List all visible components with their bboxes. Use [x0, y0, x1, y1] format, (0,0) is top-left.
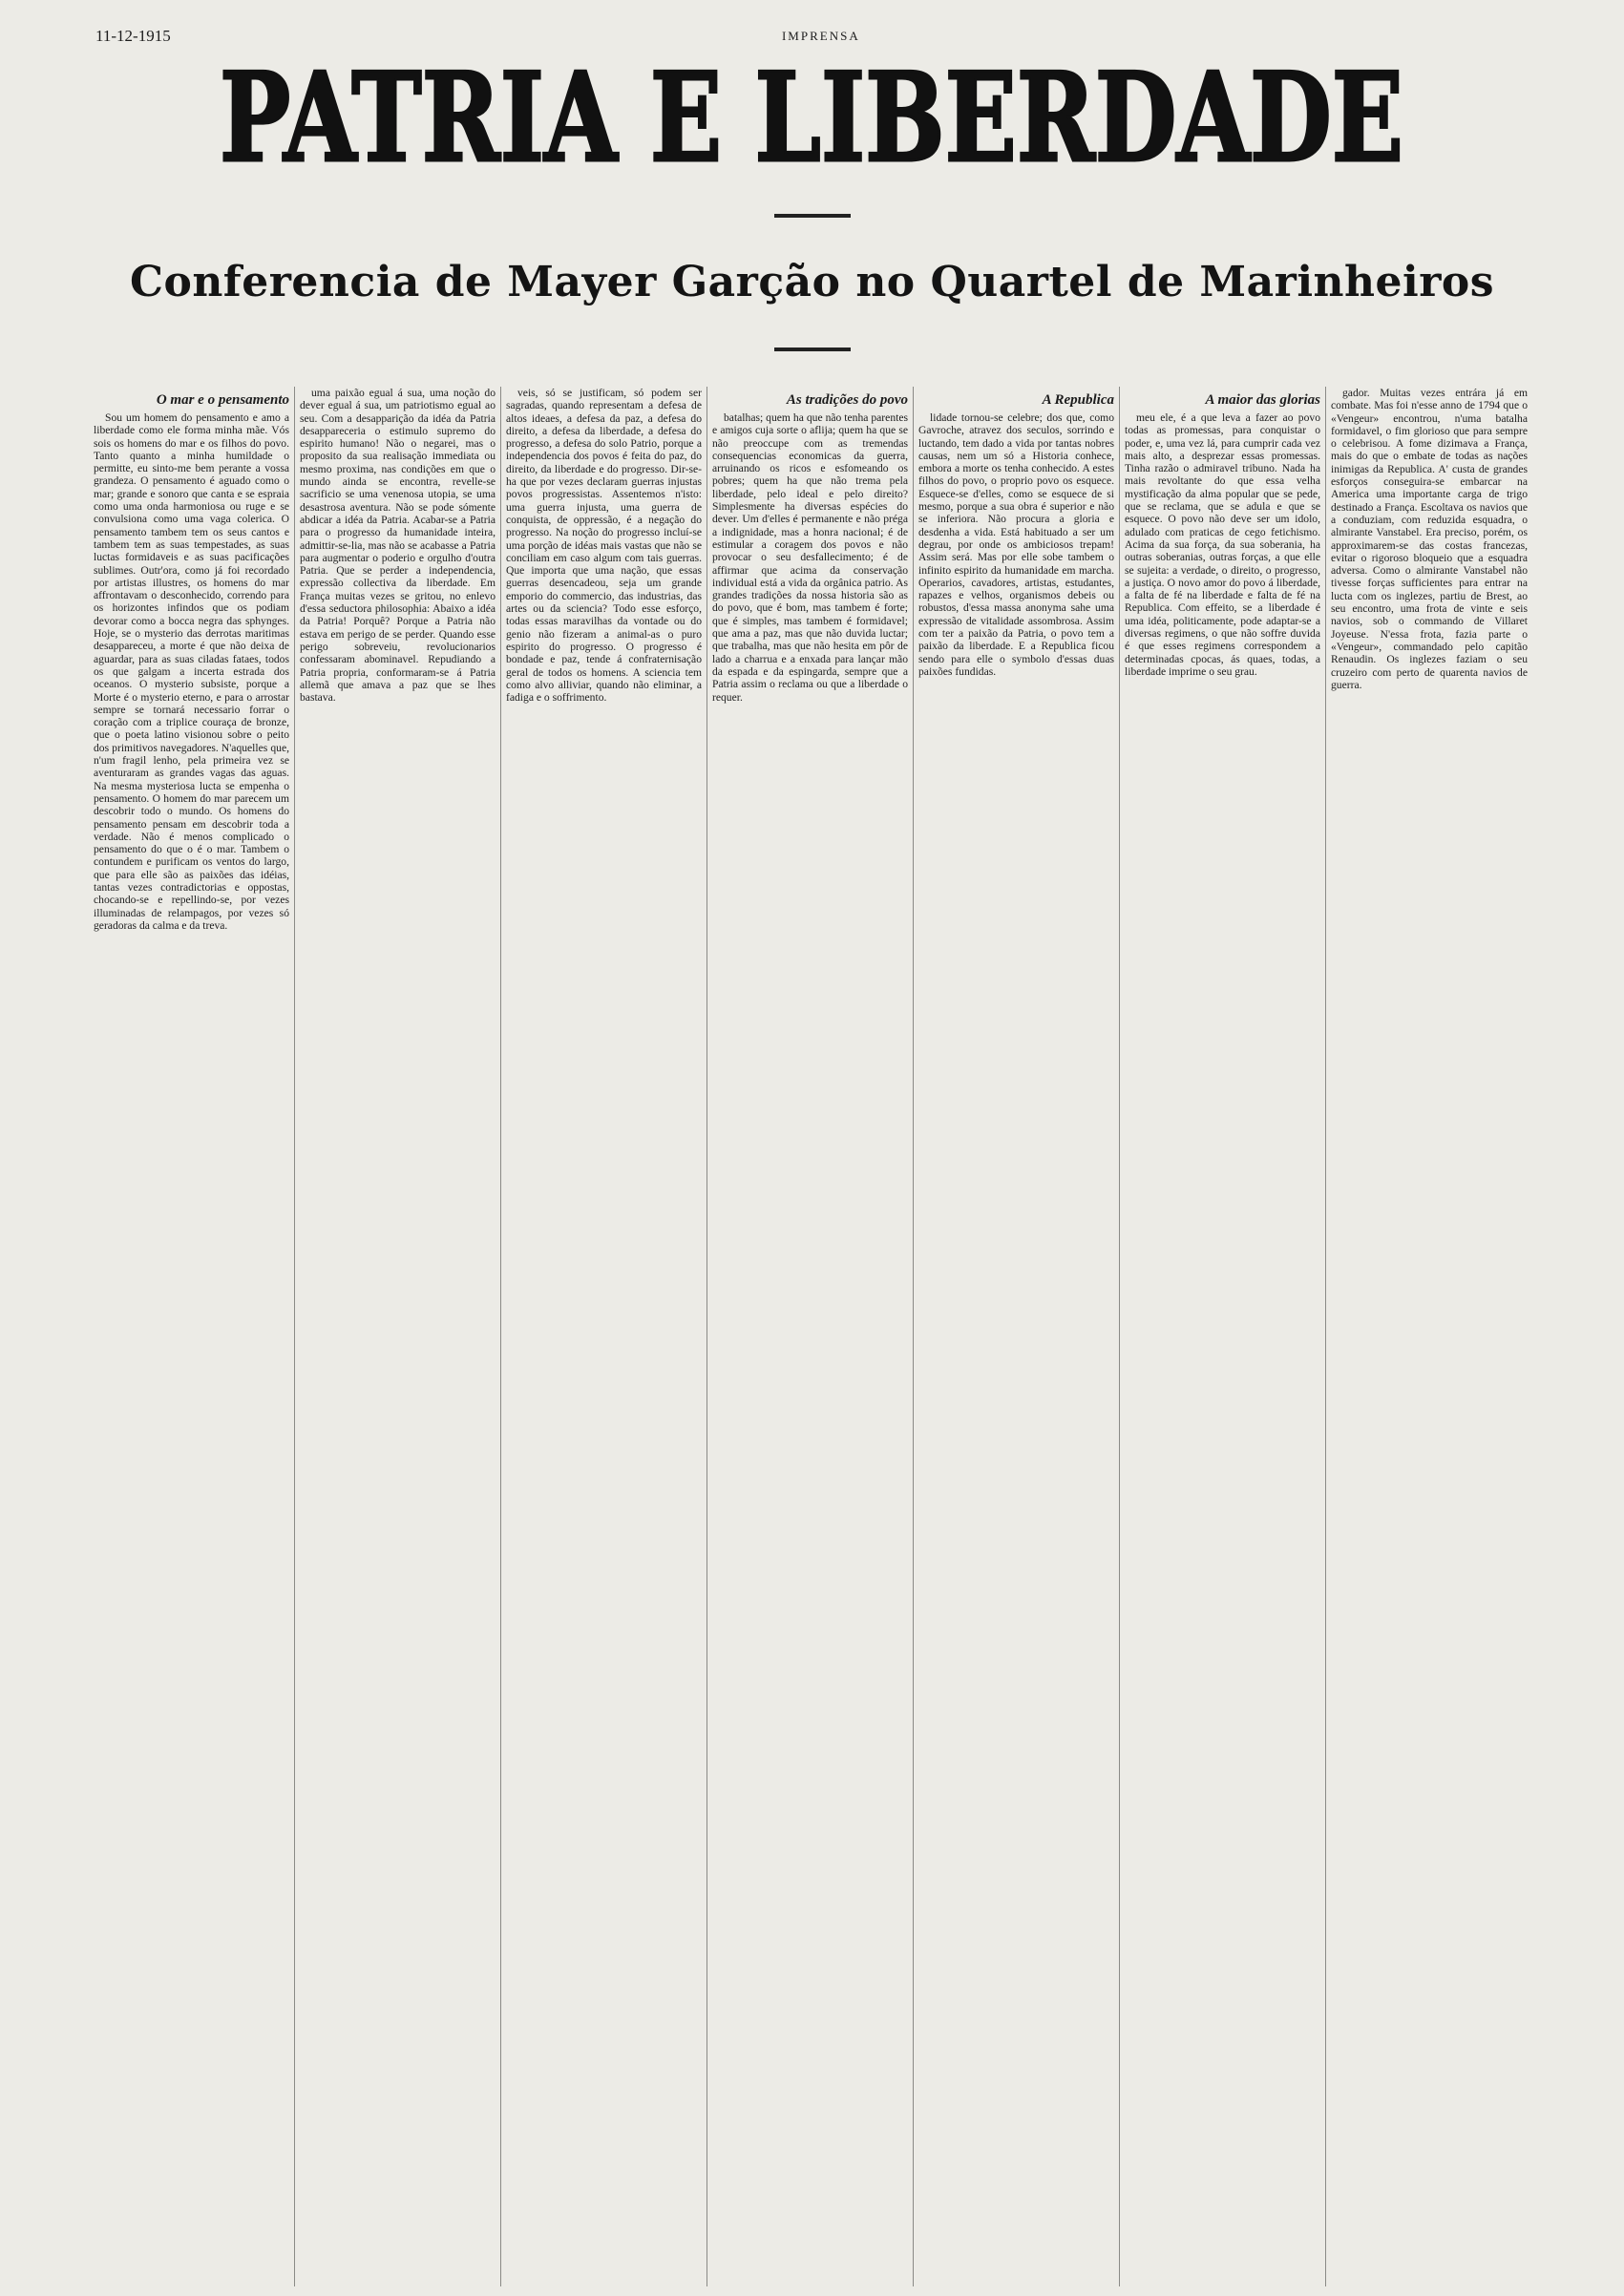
text-column-1	[89, 387, 295, 2286]
article-columns	[89, 387, 1535, 2286]
section-subhead: A maior das glorias	[1205, 392, 1320, 408]
text-column-7	[1326, 387, 1532, 2286]
issue-date: 11-12-1915	[95, 27, 171, 45]
column-text: uma paixão egual á sua, uma noção do dever egual á sua, um patriotismo egual ao seu. Com a desapparição da idéa da Patria desappareceria o estimulo supremo do espirito humano! Não o negarei, mas o proposito da sua realisação immediata ou mesmo proxima, nas condições em que o mundo ainda se encontra, revelle-se sacrificio se uma venenosa utopia, se uma desastrosa aventura. Não se pode sómente abdicar a idéa da Patria. Acabar-se a Patria para o progresso da humanidade inteira, admittir-se-lia, mas não se acabasse a Patria para augmentar o poderio e orgulho d'outra Patria. Que se perder a independencia, expressão collectiva da liberdade. Em França muitas vezes se gritou, no enlevo d'essa seductora philosophia: Abaixo a idéa da Patria! Porquê? Porque a Patria não estava em perigo de se perder. Quando esse perigo sobreveiu, revolucionarios confessaram abominavel. Repudiando a Patria propria, conformaram-se á Patria allemã que amava a paz que se lhes bastava.	[300, 387, 496, 705]
masthead	[210, 38, 1413, 190]
masthead-art	[210, 38, 1413, 190]
column-text: Sou um homem do pensamento e amo a liberdade como ele forma minha mãe. Vós sois os homens do mar e os filhos do povo. Tanto quanto a minha humildade o permitte, eu sinto-me bem perante a vossa grandeza. O pensamento é aguado como o mar; grande e sonoro que canta e se espraia como uma onda harmoniosa ou ruge e se convulsiona como uma vaga colerica. O pensamento tambem tem os seus cantos e tambem tem as suas tempestades, as suas luctas formidaveis e as suas pacificações sublimes. Outr'ora, como já foi recordado por artistas illustres, os homens do mar affrontavam o desconhecido, correndo para os horizontes infindos que os podiam devorar como a bocca negra das sphynges. Hoje, se o mysterio das derrotas maritimas desappareceu, a morte é que não deixa de aguardar, para as suas ciladas fataes, todos os que galgam a incerta estrada dos oceanos. O mysterio subsiste, porque a Morte é o mysterio eterno, e para o arrostar sempre se tornará necessario forrar o coração com a triplice couraça de bronze, que o poeta latino visionou sobre o peito dos primitivos navegadores. N'aquelles que, n'um fragil lenho, pela primeira vez se aventuraram as grandes vagas das aguas. Na mesma mysteriosa lucta se empenha o pensamento. O homem do mar parecem um descobrir todo o mundo. Os homens do pensamento pensam em descobrir toda a verdade. Não é menos complicado o pensamento do que o é o mar. Tambem o contundem e purificam os ventos do largo, que para elle são as paixões das idéias, tantas vezes contradictorias e oppostas, chocando-se e repellindo-se, por vezes illuminadas de relampagos, por vezes só geradoras da calma e da treva.	[94, 411, 289, 932]
section-subhead: O mar e o pensamento	[156, 392, 289, 408]
section-subhead: As tradições do povo	[786, 392, 908, 408]
folio-label: IMPRENSA	[781, 29, 860, 43]
ornament-rule-bottom	[774, 346, 851, 353]
section-subhead: A Republica	[1042, 392, 1114, 408]
text-column-5	[914, 387, 1120, 2286]
article-headline: Conferencia de Mayer Garção no Quartel de Marinheiros	[129, 258, 1495, 306]
text-column-4	[707, 387, 914, 2286]
column-text: meu ele, é a que leva a fazer ao povo todas as promessas, para conquistar o poder, e, uma vez lá, para cumprir cada vez mais alto, a desprezar essas promessas. Tinha razão o admiravel tribuno. Nada ha mais revoltante do que essa velha mystificação da alma popular que se pede, que se reclama, que se adula e que se esquece. O povo não deve ser um idolo, adulado com praticas de cego fetichismo. Acima da sua força, da sua soberania, ha outras soberanias, outras forças, a que elle se sujeita: a verdade, o direito, o progresso, a justiça. O novo amor do povo á liberdade, a falta de fé na liberdade e falta de fé na Republica. Com effeito, se a liberdade é uma idéa, politicamente, pode adaptar-se a diversas regimens, o que não soffre duvida é que esses regimens correspondem a determinadas cpocas, ás quaes, todas, a liberdade imprime o seu grau.	[1125, 411, 1320, 678]
text-column-3	[501, 387, 707, 2286]
masthead-title: PATRIA E LIBERDADE	[220, 47, 1403, 190]
text-column-6	[1120, 387, 1326, 2286]
column-text: lidade tornou-se celebre; dos que, como Gavroche, atravez dos seculos, sorrindo e luctando, tem dado a vida por tantas nobres causas, nem um só a Historia conhece, embora a morte os tenha conhecido. A estes filhos do povo, o proprio povo os esquece. Esquece-se d'elles, como se esquece de si mesmo, porque a sua obra é superior e não se inferiora. Não procura a gloria e desdenha a vida. Está habituado a ser um degrau, por onde os ambiciosos trepam! Assim será. Mas por elle sobe tambem o infinito espirito da humanidade em marcha. Operarios, cavadores, artistas, estudantes, rapazes e velhos, organismos debeis ou robustos, d'essa massa anonyma sahe uma expressão de vitalidade assombrosa. Assim com ter a paixão da Patria, o povo tem a paixão da liberdade. E a Republica ficou sendo para elle o symbolo d'essas duas paixões fundidas.	[918, 411, 1114, 678]
column-text: batalhas; quem ha que não tenha parentes e amigos cuja sorte o aflija; quem ha que se não preoccupe com as tremendas consequencias economicas da guerra, arruinando os ricos e esfomeando os pobres; quem ha que não trema pela liberdade, pelo ideal e pelo direito? Simplesmente ha diversas espécies do dever. Um d'elles é permanente e não préga a indignidade, mas a honra nacional; é de estimular a coragem dos povos e não provocar o seu desfallecimento; é de affirmar que acima da conservação individual está a vida da orgânica patrio. As grandes tradições da nossa historia são as do povo, que é bom, mas tambem é forte; que é simples, mas tambem é formidavel; que ama a paz, mas que não duvida luctar; que trabalha, mas que não hesita em pôr de lado a charrua e a enxada para lançar mão da espada e da espingarda, sempre que a Patria assim o reclama ou que a liberdade o requer.	[712, 411, 908, 704]
text-column-2	[295, 387, 501, 2286]
column-text: veis, só se justificam, só podem ser sagradas, quando representam a defesa de altos ideaes, a defesa da paz, a defesa do direito, a defesa da liberdade, a defesa do progresso, a defesa do solo Patrio, porque a independencia dos povos é feita do paz, do direito, da liberdade e do progresso. Dir-se-ha que por vezes declaram guerras injustas povos progressistas. Assentemos n'isto: uma guerra injusta, uma guerra de conquista, de oppressão, é a negação do progresso. Na noção do progresso incluí-se uma porção de idéas mais vastas que não se conciliam em caso algum com tais guerras. Que importa que uma nação, que essas guerras desencadeou, seja um grande emporio do commercio, das industrias, das artes ou da sciencia? Todo esse esforço, todas essas maravilhas da vontade ou do genio não fizeram a animal-as o puro espirito do progresso. O progresso é bondade e paz, tende á confraternisação geral de todos os homens. A sciencia tem como alvo alliviar, quando não eliminar, a fadiga e o soffrimento.	[506, 387, 702, 705]
ornament-rule-top	[774, 212, 851, 220]
column-text: gador. Muitas vezes entrára já em combate. Mas foi n'esse anno de 1794 que o «Vengeur» encontrou, n'uma batalha formidavel, o fim glorioso que para sempre o celebrisou. A fome dizimava a França, mais do que o embate de todas as nações inimigas da Republica. A' custa de grandes esforços conseguira-se embarcar na America uma importante carga de trigo destinado a França. Escoltava os navios que a conduziam, com reduzida esquadra, o almirante Vanstabel. Era preciso, porém, os approximarem-se das costas francezas, evitar o rigoroso bloqueio que a esquadra adversa. Como o almirante Vanstabel não tivesse forças sufficientes para entrar na lucta com os inglezes, partiu de Brest, ao seu encontro, uma frota de vinte e seis navios, sob o commando de Villaret Joyeuse. N'essa frota, fazia parte o «Vengeur», commandado pelo capitão Renaudin. Os inglezes faziam o seu cruzeiro com perto de quarenta navios de guerra.	[1331, 387, 1528, 691]
